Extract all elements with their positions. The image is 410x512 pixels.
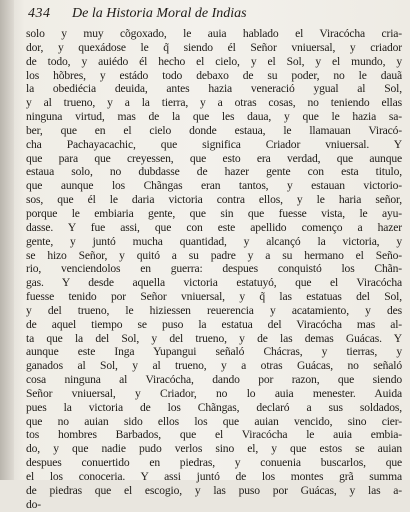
text-line: cha Pachayacachic, que significa Criador vniuersal. Y — [26, 137, 402, 151]
text-line: que para que creyessen, que esto era verdad, que aunque — [26, 151, 402, 165]
text-line: Señor vniuersal, y Criador, no lo auia menester. Auida — [26, 386, 402, 400]
page-number: 434 — [28, 6, 51, 21]
text-line: aunque este Inga Yupangui señaló Chácras, y tierras, y — [26, 345, 402, 359]
text-line: de todo, y auiédo él hecho el cielo, y el Sol, y el mundo, y — [26, 54, 402, 68]
text-line: estaua solo, no dubdasse de hazer gente con esta titulo, — [26, 165, 402, 179]
page-header — [28, 6, 398, 26]
text-line: de piedras que el escogio, y las puso por Guácas, y las a- — [26, 483, 402, 497]
text-line: ber, que en el cielo donde estaua, le llamauan Viracó- — [26, 123, 402, 137]
text-line: y al trueno, y a la tierra, y a otras cosas, no teniendo ellas — [26, 96, 402, 110]
text-line: despues conuertido en piedras, y conuenia buscarlos, que — [26, 456, 402, 470]
text-line: rio, venciendolos en guerra: despues conquistó los Chãn- — [26, 262, 402, 276]
running-head: De la Historia Moral de Indias — [72, 6, 247, 21]
text-line: que aunque los Chãngas eran tantos, y estauan victorio- — [26, 179, 402, 193]
text-line: los hõbres, y estádo todo debaxo de su poder, no le dauã — [26, 68, 402, 82]
text-line: do- — [26, 497, 42, 511]
text-line: dor, y quexádose le q̃ siendo él Señor vniuersal, y criador — [26, 40, 402, 54]
text-line: el los conoceria. Y assi juntó de los montes grã summa — [26, 470, 402, 483]
text-line: fuesse tenido por Señor vniuersal, y q̃ las estatuas del Sol, — [26, 290, 402, 304]
body-text — [26, 27, 402, 512]
text-line: gas. Y desde aquella victoria estatuyó, que el Viracócha — [26, 276, 402, 290]
text-line: solo y muy cõgoxado, le auia hablado el Viracócha cria- — [26, 27, 402, 40]
page-gutter-shadow — [0, 0, 14, 480]
text-line: la obediécia deuida, antes hazia veneració ygual al Sol, — [26, 82, 402, 96]
text-line: cosa ninguna al Viracócha, dando por razon, que siendo — [26, 373, 402, 387]
text-line: pues la victoria de los Chãngas, declaró a sus soldados, — [26, 400, 402, 414]
text-line: tos hombres Barbados, que el Viracócha le auia embia- — [26, 428, 402, 442]
text-line: dasse. Y fue assi, que con este apellido començo a hazer — [26, 220, 402, 234]
text-line: sos, que él le daria victoria contra ellos, y le haria señor, — [26, 193, 402, 207]
text-line: porque le embiaria gente, que sin que fuesse vista, le ayu- — [26, 206, 402, 220]
text-line: ninguna virtud, mas de la que les daua, y que le hazia sa- — [26, 110, 402, 124]
text-line: y del trueno, le hiziessen reuerencia y acatamiento, y des — [26, 303, 402, 317]
text-line: de aquel tiempo se puso la estatua del Viracócha mas al- — [26, 317, 402, 331]
text-line: gente, y juntó mucha quantidad, y alcançó la victoria, y — [26, 234, 402, 248]
text-line: que no auian sido ellos los que auian vencido, sino cier- — [26, 414, 402, 428]
text-line: ta que la del Sol, y del trueno, y de las demas Guácas. Y — [26, 331, 402, 345]
text-line: do, y que nadie pudo verlos sino el, y que estos se auian — [26, 442, 402, 456]
text-line: ganados al Sol, y al trueno, y a otras Guácas, no señaló — [26, 359, 402, 373]
text-line: se hizo Señor, y quitó a su padre y a su hermano el Seño- — [26, 248, 402, 262]
